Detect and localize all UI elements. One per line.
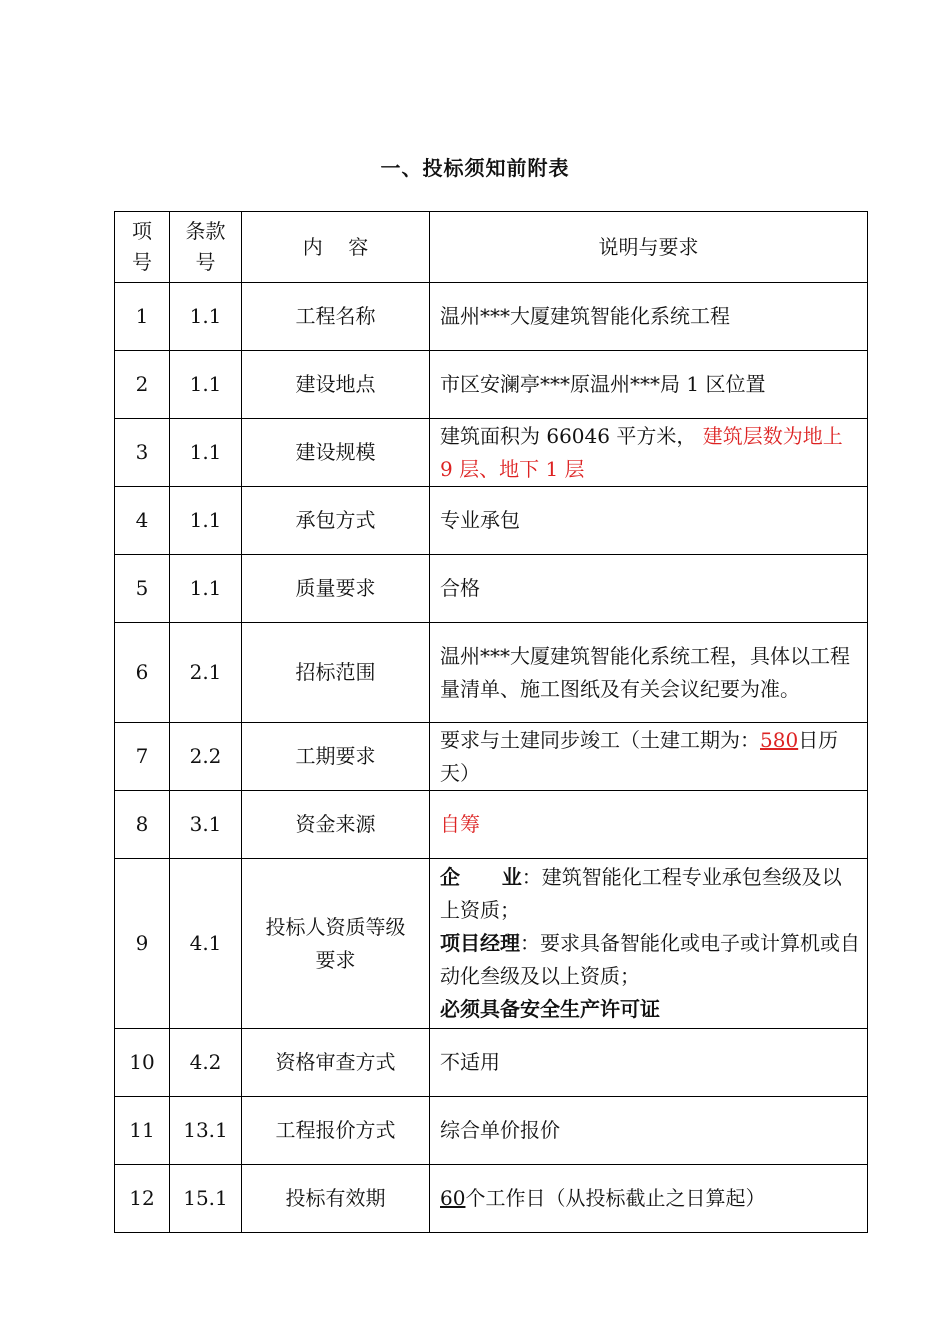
table-row — [115, 555, 868, 623]
row-no: 6 — [115, 623, 170, 723]
row-item: 工程报价方式 — [242, 1097, 430, 1165]
row-description: 60个工作日（从投标截止之日算起） — [430, 1165, 868, 1233]
row-description: 要求与土建同步竣工（土建工期为：580日历天） — [430, 723, 868, 791]
table-header-row — [115, 212, 868, 283]
row-no: 10 — [115, 1029, 170, 1097]
row-description: 市区安澜亭***原温州***局 1 区位置 — [430, 351, 868, 419]
row-item: 投标人资质等级要求 — [242, 859, 430, 1029]
row-description — [430, 859, 868, 1029]
row-no: 12 — [115, 1165, 170, 1233]
row-item: 承包方式 — [242, 487, 430, 555]
header-content: 内 容 — [242, 212, 430, 283]
enterprise-qualification: 企 业：建筑智能化工程专业承包叁级及以上资质； — [440, 865, 842, 922]
manager-qualification: 项目经理：要求具备智能化或电子或计算机或自动化叁级及以上资质； — [440, 931, 860, 988]
table-row — [115, 723, 868, 791]
row-item: 建设地点 — [242, 351, 430, 419]
row-clause: 1.1 — [170, 419, 242, 487]
row-item: 资金来源 — [242, 791, 430, 859]
table-row — [115, 1029, 868, 1097]
row-clause: 1.1 — [170, 555, 242, 623]
row-no: 8 — [115, 791, 170, 859]
table-row — [115, 1165, 868, 1233]
row-clause: 1.1 — [170, 283, 242, 351]
row-no: 5 — [115, 555, 170, 623]
row-item: 资格审查方式 — [242, 1029, 430, 1097]
row-no: 4 — [115, 487, 170, 555]
row-description: 不适用 — [430, 1029, 868, 1097]
row-clause: 4.2 — [170, 1029, 242, 1097]
row-clause: 2.2 — [170, 723, 242, 791]
table-row — [115, 351, 868, 419]
table-row — [115, 791, 868, 859]
table-row — [115, 419, 868, 487]
duration-days: 580 — [760, 727, 799, 752]
row-no: 2 — [115, 351, 170, 419]
row-item: 投标有效期 — [242, 1165, 430, 1233]
row-description: 合格 — [430, 555, 868, 623]
row-clause: 1.1 — [170, 351, 242, 419]
table-row — [115, 859, 868, 1029]
row-no: 1 — [115, 283, 170, 351]
row-no: 11 — [115, 1097, 170, 1165]
validity-days: 60 — [440, 1186, 466, 1210]
row-clause: 15.1 — [170, 1165, 242, 1233]
row-clause: 3.1 — [170, 791, 242, 859]
row-description: 专业承包 — [430, 487, 868, 555]
row-no: 3 — [115, 419, 170, 487]
header-no: 项 号 — [115, 212, 170, 283]
row-clause: 13.1 — [170, 1097, 242, 1165]
row-description — [430, 419, 868, 487]
row-item: 建设规模 — [242, 419, 430, 487]
bid-instructions-table — [114, 211, 868, 1233]
row-no: 9 — [115, 859, 170, 1029]
table-row — [115, 623, 868, 723]
row-description: 综合单价报价 — [430, 1097, 868, 1165]
safety-license-requirement: 必须具备安全生产许可证 — [440, 997, 660, 1021]
table-row — [115, 283, 868, 351]
row-item: 工程名称 — [242, 283, 430, 351]
scale-area-text: 建筑面积为 66046 平方米， — [440, 423, 697, 448]
row-item: 工期要求 — [242, 723, 430, 791]
row-description: 温州***大厦建筑智能化系统工程，具体以工程量清单、施工图纸及有关会议纪要为准。 — [430, 623, 868, 723]
row-item: 招标范围 — [242, 623, 430, 723]
row-description: 温州***大厦建筑智能化系统工程 — [430, 283, 868, 351]
header-clause: 条款 号 — [170, 212, 242, 283]
table-row — [115, 487, 868, 555]
row-clause: 2.1 — [170, 623, 242, 723]
row-clause: 1.1 — [170, 487, 242, 555]
header-description: 说明与要求 — [430, 212, 868, 283]
row-clause: 4.1 — [170, 859, 242, 1029]
scale-floors-text: 建筑层数为地上 9 层、地下 1 层 — [440, 423, 843, 481]
row-description: 自筹 — [430, 791, 868, 859]
row-item: 质量要求 — [242, 555, 430, 623]
table-row — [115, 1097, 868, 1165]
row-no: 7 — [115, 723, 170, 791]
document-title: 一、投标须知前附表 — [380, 156, 570, 180]
